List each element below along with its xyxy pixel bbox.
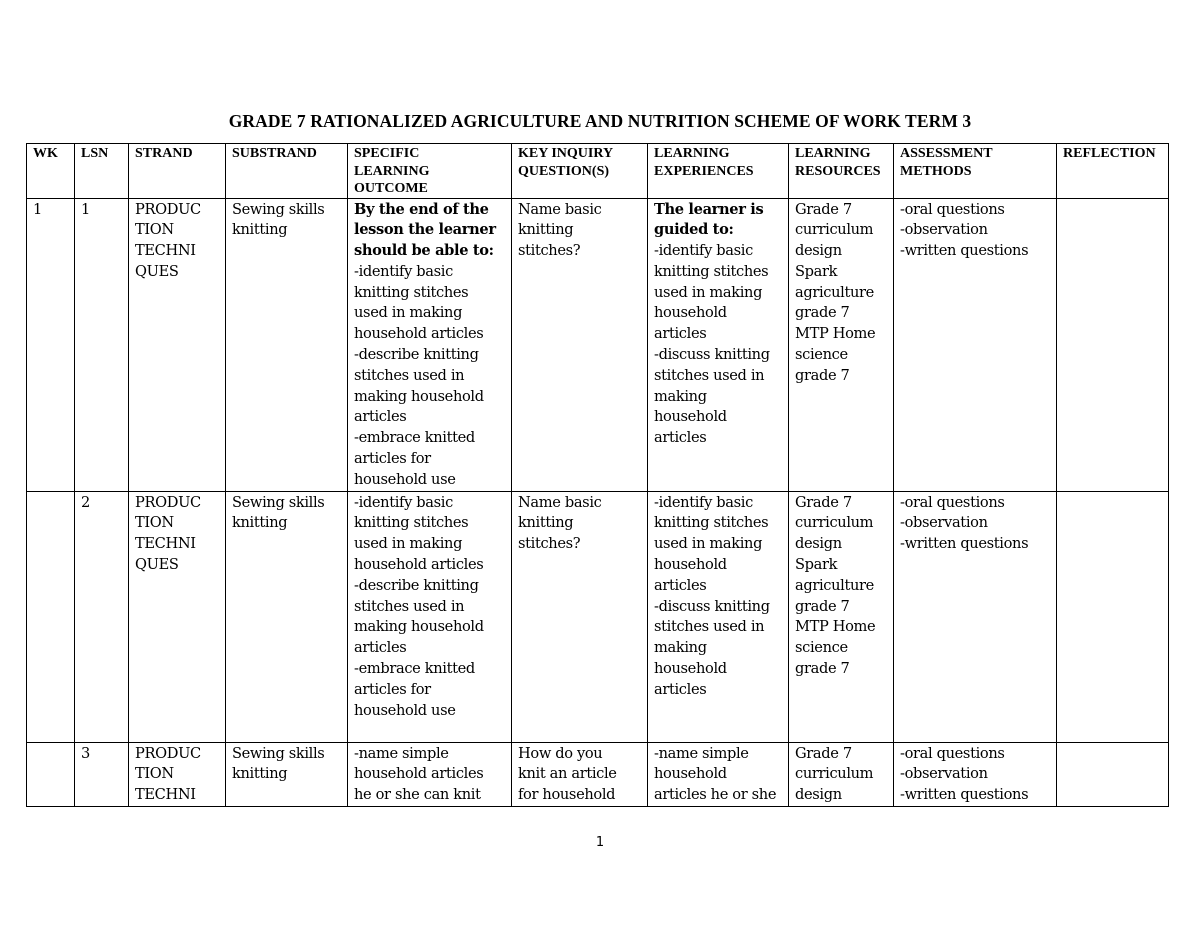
cell-assessment: -oral questions -observation -written questions bbox=[894, 742, 1057, 806]
cell-inquiry: Name basic knitting stitches? bbox=[512, 198, 648, 491]
scheme-of-work-table bbox=[26, 143, 1169, 807]
cell-wk bbox=[27, 742, 75, 806]
cell-outcome: By the end of the lesson the learner should be able to: -identify basic knitting stitches used in making household articles -describe knitting stitches used in making household articles -embrace knitted articles for household use bbox=[348, 198, 512, 491]
experiences-lead: The learner is guided to: bbox=[654, 200, 764, 239]
table-row bbox=[27, 491, 1169, 742]
header-substrand: SUBSTRAND bbox=[226, 144, 348, 199]
cell-reflection bbox=[1057, 742, 1169, 806]
table-row bbox=[27, 198, 1169, 491]
cell-inquiry: How do you knit an article for household bbox=[512, 742, 648, 806]
cell-experiences: The learner is guided to: -identify basic knitting stitches used in making household articles -discuss knitting stitches used in making household articles bbox=[648, 198, 789, 491]
header-wk: WK bbox=[27, 144, 75, 199]
cell-lsn: 3 bbox=[75, 742, 129, 806]
document-title: GRADE 7 RATIONALIZED AGRICULTURE AND NUTRITION SCHEME OF WORK TERM 3 bbox=[228, 111, 972, 131]
cell-lsn: 2 bbox=[75, 491, 129, 742]
table-row bbox=[27, 742, 1169, 806]
header-strand: STRAND bbox=[129, 144, 226, 199]
cell-outcome: -identify basic knitting stitches used in making household articles -describe knitting stitches used in making household articles -embrace knitted articles for household use bbox=[348, 491, 512, 742]
header-reflection: REFLECTION bbox=[1057, 144, 1169, 199]
cell-substrand: Sewing skills knitting bbox=[226, 198, 348, 491]
cell-strand: PRODUC TION TECHNI QUES bbox=[129, 198, 226, 491]
cell-assessment: -oral questions -observation -written questions bbox=[894, 491, 1057, 742]
header-specific-learning-outcome: SPECIFIC LEARNING OUTCOME bbox=[348, 144, 512, 199]
cell-resources: Grade 7 curriculum design Spark agriculture grade 7 MTP Home science grade 7 bbox=[789, 198, 894, 491]
cell-strand: PRODUC TION TECHNI QUES bbox=[129, 491, 226, 742]
cell-reflection bbox=[1057, 198, 1169, 491]
cell-resources: Grade 7 curriculum design Spark agriculture grade 7 MTP Home science grade 7 bbox=[789, 491, 894, 742]
table-header-row bbox=[27, 144, 1169, 199]
cell-substrand: Sewing skills knitting bbox=[226, 742, 348, 806]
cell-wk bbox=[27, 491, 75, 742]
cell-outcome: -name simple household articles he or she can knit bbox=[348, 742, 512, 806]
cell-substrand: Sewing skills knitting bbox=[226, 491, 348, 742]
page-number: 1 bbox=[595, 835, 605, 850]
header-key-inquiry-questions: KEY INQUIRY QUESTION(S) bbox=[512, 144, 648, 199]
cell-inquiry: Name basic knitting stitches? bbox=[512, 491, 648, 742]
cell-wk: 1 bbox=[27, 198, 75, 491]
header-lsn: LSN bbox=[75, 144, 129, 199]
cell-lsn: 1 bbox=[75, 198, 129, 491]
outcome-lead: By the end of the lesson the learner should be able to: bbox=[354, 200, 496, 260]
cell-reflection bbox=[1057, 491, 1169, 742]
cell-experiences: -identify basic knitting stitches used in making household articles -discuss knitting stitches used in making household articles bbox=[648, 491, 789, 742]
cell-resources: Grade 7 curriculum design bbox=[789, 742, 894, 806]
header-learning-experiences: LEARNING EXPERIENCES bbox=[648, 144, 789, 199]
cell-strand: PRODUC TION TECHNI bbox=[129, 742, 226, 806]
header-assessment-methods: ASSESSMENT METHODS bbox=[894, 144, 1057, 199]
header-learning-resources: LEARNING RESOURCES bbox=[789, 144, 894, 199]
cell-assessment: -oral questions -observation -written questions bbox=[894, 198, 1057, 491]
cell-experiences: -name simple household articles he or she bbox=[648, 742, 789, 806]
